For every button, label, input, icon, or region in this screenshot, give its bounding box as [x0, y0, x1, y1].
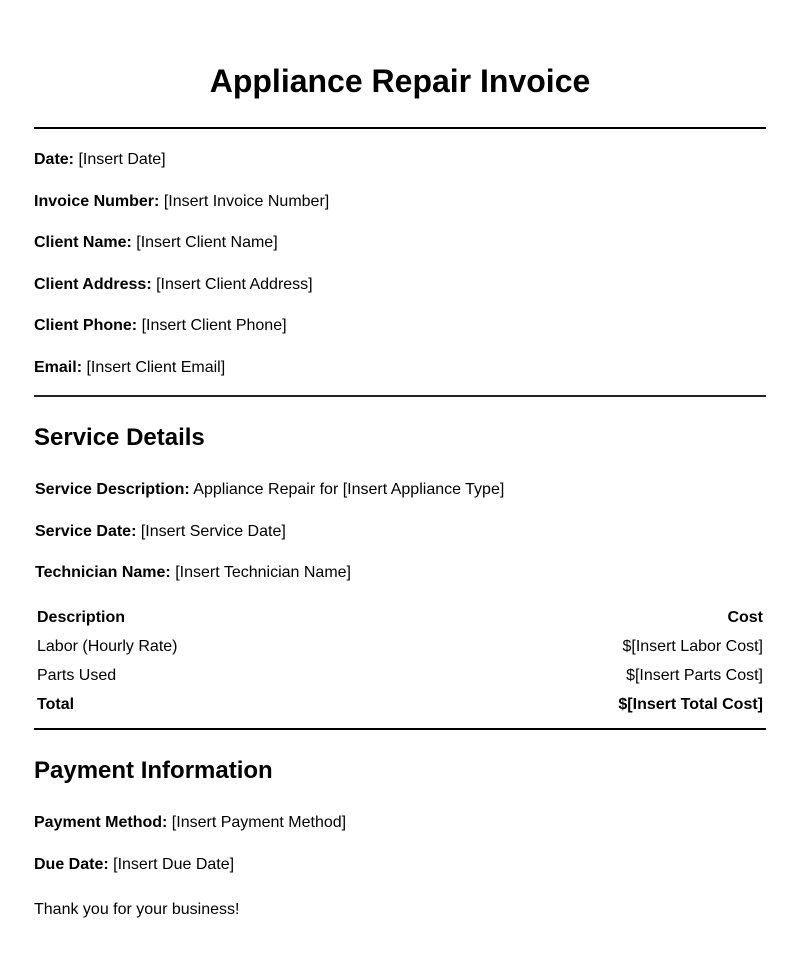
- technician-name-label: Technician Name:: [35, 564, 171, 581]
- header-divider: [34, 395, 766, 397]
- date-label: Date:: [34, 151, 75, 168]
- cost-table: [34, 603, 766, 719]
- payment-method-field: [34, 813, 346, 833]
- client-name-field: [34, 233, 278, 253]
- parts-description: Parts Used: [37, 666, 117, 684]
- title-divider: [34, 127, 766, 129]
- due-date-field: [34, 855, 234, 875]
- service-divider: [34, 728, 766, 730]
- date-value: [Insert Date]: [78, 151, 166, 168]
- description-column-header: Description: [37, 608, 126, 626]
- email-value: [Insert Client Email]: [86, 359, 226, 376]
- total-cost: $[Insert Total Cost]: [618, 695, 763, 713]
- closing-note: Thank you for your business!: [34, 901, 240, 918]
- service-date-field: [35, 522, 286, 542]
- invoice-number-value: [Insert Invoice Number]: [163, 193, 330, 210]
- service-description-value: Appliance Repair for [Insert Appliance Type]: [193, 481, 505, 498]
- email-label: Email:: [34, 359, 83, 376]
- client-phone-label: Client Phone:: [34, 317, 138, 334]
- client-phone-value: [Insert Client Phone]: [141, 317, 287, 334]
- payment-information-heading: Payment Information: [34, 757, 273, 784]
- technician-name-field: [35, 563, 351, 583]
- service-details-heading: Service Details: [34, 424, 205, 451]
- date-field: [34, 150, 166, 170]
- labor-description: Labor (Hourly Rate): [37, 637, 178, 655]
- client-address-value: [Insert Client Address]: [156, 276, 313, 293]
- technician-name-value: [Insert Technician Name]: [175, 564, 351, 581]
- service-description-label: Service Description:: [35, 481, 190, 498]
- service-date-label: Service Date:: [35, 523, 137, 540]
- invoice-number-label: Invoice Number:: [34, 193, 160, 210]
- page-title: Appliance Repair Invoice: [209, 63, 591, 99]
- client-name-label: Client Name:: [34, 234, 132, 251]
- client-address-label: Client Address:: [34, 276, 152, 293]
- labor-cost: $[Insert Labor Cost]: [622, 637, 763, 655]
- total-row: [34, 690, 766, 719]
- payment-method-label: Payment Method:: [34, 814, 168, 831]
- service-date-value: [Insert Service Date]: [140, 523, 286, 540]
- service-description-field: [35, 480, 504, 500]
- email-field: [34, 358, 225, 378]
- cost-column-header: Cost: [727, 608, 763, 626]
- due-date-label: Due Date:: [34, 856, 109, 873]
- table-row: [34, 661, 766, 690]
- table-row: [34, 632, 766, 661]
- client-name-value: [Insert Client Name]: [136, 234, 278, 251]
- due-date-value: [Insert Due Date]: [113, 856, 235, 873]
- invoice-number-field: [34, 192, 329, 212]
- table-header-row: [34, 603, 766, 632]
- parts-cost: $[Insert Parts Cost]: [626, 666, 763, 684]
- client-phone-field: [34, 316, 287, 336]
- payment-method-value: [Insert Payment Method]: [171, 814, 347, 831]
- client-address-field: [34, 275, 313, 295]
- total-label: Total: [37, 695, 75, 713]
